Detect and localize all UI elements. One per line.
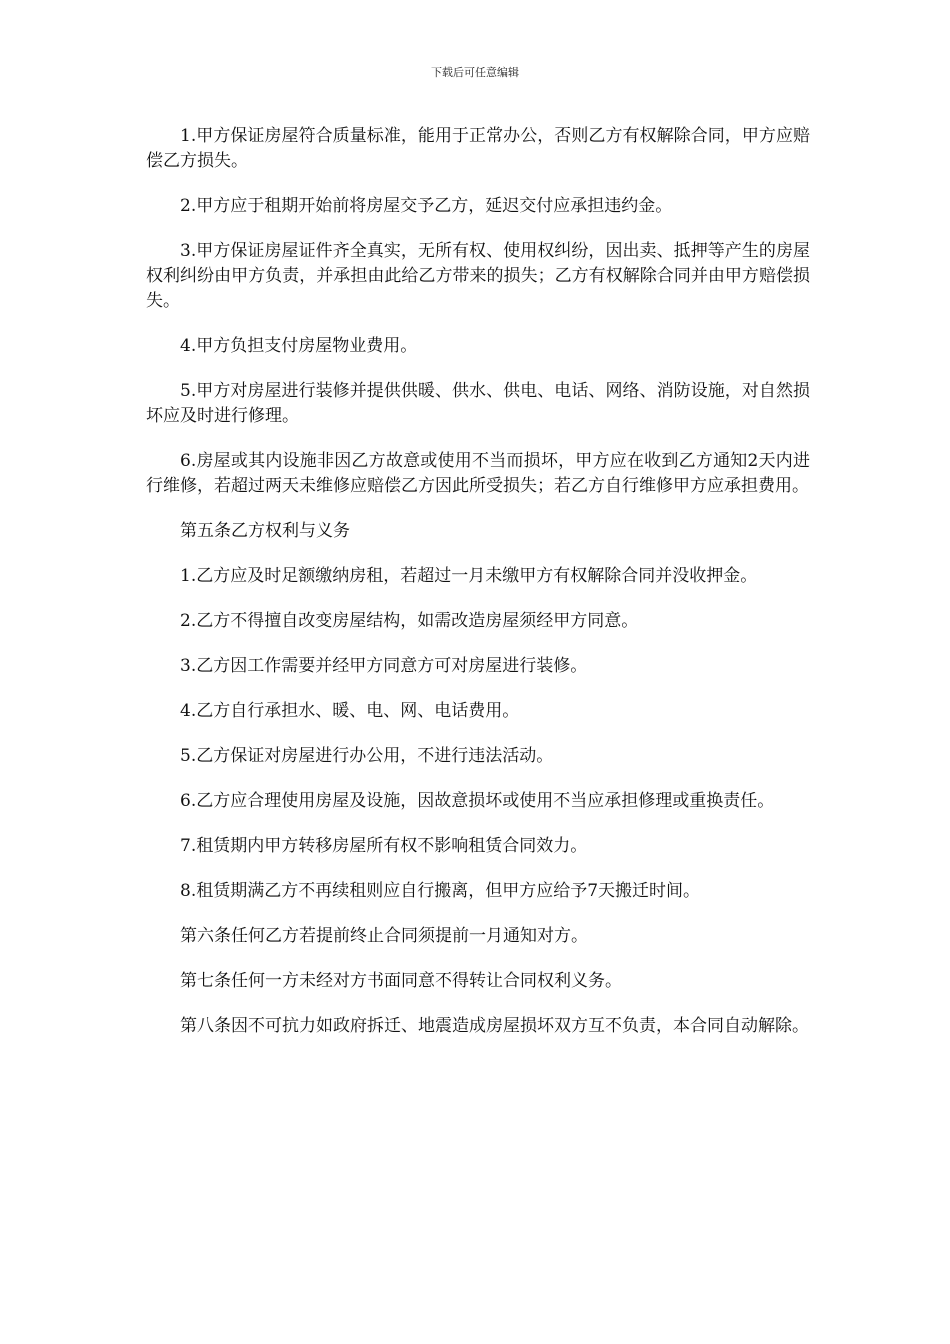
paragraph: 6.房屋或其内设施非因乙方故意或使用不当而损坏，甲方应在收到乙方通知2天内进行维修，若超过两天未维修应赔偿乙方因此所受损失；若乙方自行维修甲方应承担费用。 (146, 451, 810, 496)
document-body (146, 124, 810, 1059)
paragraph: 1.乙方应及时足额缴纳房租，若超过一月未缴甲方有权解除合同并没收押金。 (180, 566, 758, 586)
paragraph: 2.乙方不得擅自改变房屋结构，如需改造房屋须经甲方同意。 (180, 611, 639, 631)
paragraph: 4.乙方自行承担水、暖、电、网、电话费用。 (180, 701, 520, 721)
paragraph: 4.甲方负担支付房屋物业费用。 (180, 336, 418, 356)
section-heading: 第五条乙方权利与义务 (180, 521, 350, 541)
paragraph: 7.租赁期内甲方转移房屋所有权不影响租赁合同效力。 (180, 836, 588, 856)
page-header: 下载后可任意编辑 (431, 66, 519, 79)
clause-paragraph: 第六条任何乙方若提前终止合同须提前一月通知对方。 (180, 926, 588, 946)
paragraph: 8.租赁期满乙方不再续租则应自行搬离，但甲方应给予7天搬迁时间。 (180, 881, 701, 901)
paragraph: 3.甲方保证房屋证件齐全真实，无所有权、使用权纠纷，因出卖、抵押等产生的房屋权利纠纷由甲方负责，并承担由此给乙方带来的损失；乙方有权解除合同并由甲方赔偿损失。 (146, 241, 810, 311)
paragraph: 3.乙方因工作需要并经甲方同意方可对房屋进行装修。 (180, 656, 588, 676)
paragraph: 2.甲方应于租期开始前将房屋交予乙方，延迟交付应承担违约金。 (180, 196, 673, 216)
paragraph: 6.乙方应合理使用房屋及设施，因故意损坏或使用不当应承担修理或重换责任。 (180, 791, 775, 811)
clause-paragraph: 第八条因不可抗力如政府拆迁、地震造成房屋损坏双方互不负责，本合同自动解除。 (180, 1016, 809, 1036)
paragraph: 5.乙方保证对房屋进行办公用，不进行违法活动。 (180, 746, 554, 766)
paragraph: 1.甲方保证房屋符合质量标准，能用于正常办公，否则乙方有权解除合同，甲方应赔偿乙方损失。 (146, 126, 810, 171)
paragraph: 5.甲方对房屋进行装修并提供供暖、供水、供电、电话、网络、消防设施，对自然损坏应及时进行修理。 (146, 381, 810, 426)
clause-paragraph: 第七条任何一方未经对方书面同意不得转让合同权利义务。 (180, 971, 622, 991)
